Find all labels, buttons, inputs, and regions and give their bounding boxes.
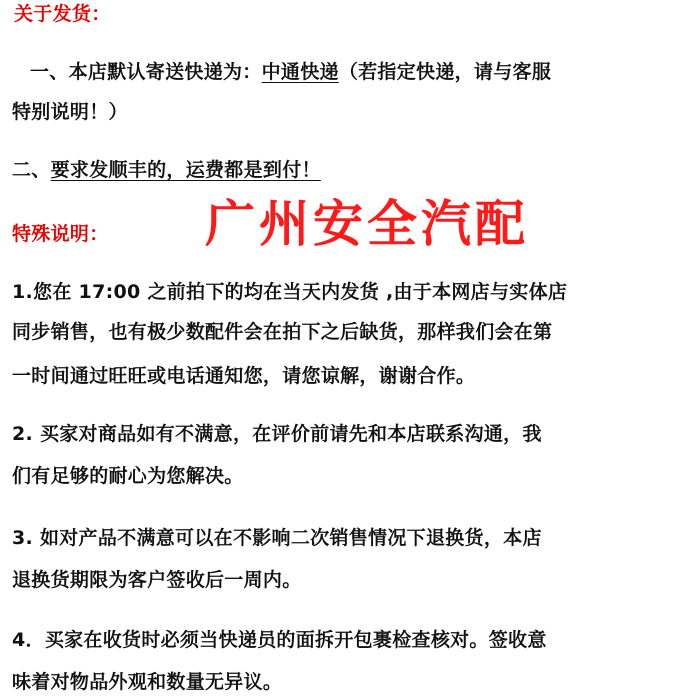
- default-carrier-prefix: 一、本店默认寄送快递为：: [30, 61, 262, 83]
- sf-express-text: 要求发顺丰的，运费都是到付！: [50, 159, 321, 181]
- sf-express-line: [12, 156, 321, 184]
- default-carrier-name: 中通快递: [261, 61, 339, 83]
- default-carrier-suffix: （若指定快递，请与客服: [338, 61, 552, 83]
- store-brand-name: 广州安全汽配: [205, 195, 529, 253]
- note-4-line-1: 4．买家在收货时必须当快递员的面拆开包裹检查核对。签收意: [12, 629, 547, 651]
- note-2-line-2: 们有足够的耐心为您解决。: [12, 465, 244, 487]
- default-carrier-line-2: 特别说明！）: [12, 101, 128, 123]
- shipping-heading: 关于发货：: [14, 3, 111, 25]
- note-2-line-1: 2. 买家对商品如有不满意，在评价前请先和本店联系沟通，我: [12, 423, 542, 445]
- default-carrier-line: [30, 58, 551, 86]
- sf-express-prefix: 二、: [12, 159, 51, 181]
- note-4-line-2: 味着对物品外观和数量无异议。: [12, 671, 283, 693]
- note-1-line-3: 一时间通过旺旺或电话通知您，请您谅解，谢谢合作。: [12, 365, 476, 387]
- note-3-line-2: 退换货期限为客户签收后一周内。: [12, 569, 302, 591]
- special-heading: 特殊说明：: [12, 223, 109, 245]
- note-1-line-2: 同步销售，也有极少数配件会在拍下之后缺货，那样我们会在第: [12, 321, 553, 343]
- note-3-line-1: 3. 如对产品不满意可以在不影响二次销售情况下退换货，本店: [12, 527, 542, 549]
- note-1-line-1: 1.您在 17:00 之前拍下的均在当天内发货 ,由于本网店与实体店: [12, 281, 568, 303]
